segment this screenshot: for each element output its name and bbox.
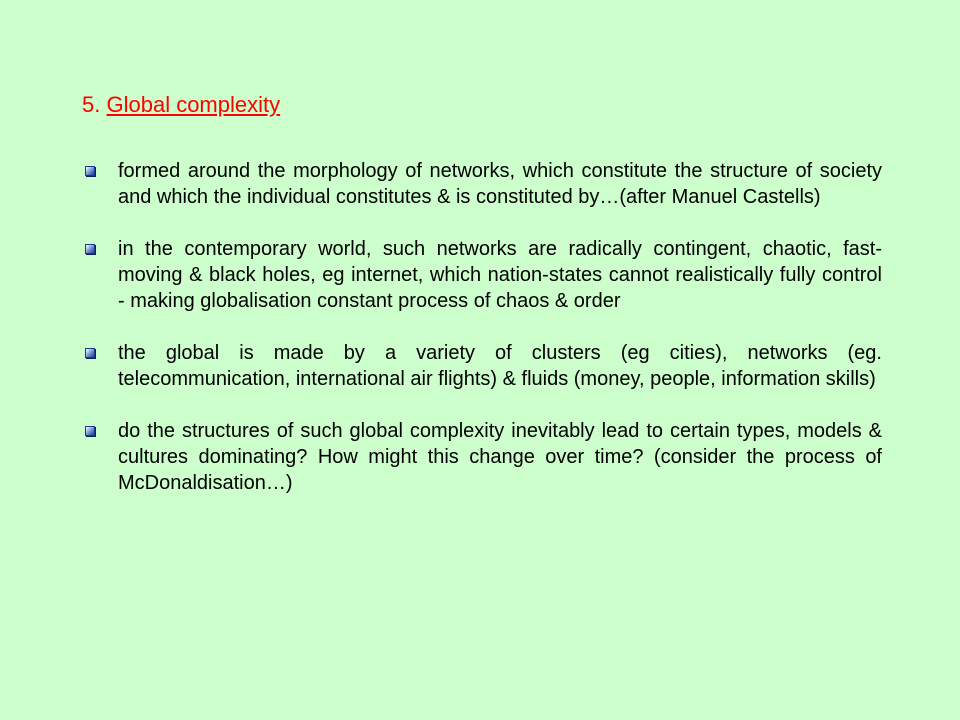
bullet-item: [82, 158, 882, 210]
square-bullet-icon: [85, 426, 95, 436]
square-bullet-icon: [85, 244, 95, 254]
bullet-text: the global is made by a variety of clusters (eg cities), networks (eg. telecommunication, international air flights) & fluids (money, people, information skills): [118, 342, 882, 390]
bullet-text: do the structures of such global complexity inevitably lead to certain types, models & cultures dominating? How might this change over time? (consider the process of McDonaldisation…): [118, 420, 882, 494]
bullet-text: in the contemporary world, such networks are radically contingent, chaotic, fast-moving & black holes, eg internet, which nation-states cannot realistically fully control - making globalisation constant process of chaos & order: [118, 238, 882, 312]
bullet-item: [82, 340, 882, 392]
slide-title: [82, 92, 280, 118]
bullet-item: [82, 236, 882, 314]
title-number: 5.: [82, 92, 101, 117]
square-bullet-icon: [85, 166, 95, 176]
title-heading: Global complexity: [106, 92, 281, 117]
bullet-list: [82, 158, 882, 522]
square-bullet-icon: [85, 348, 95, 358]
bullet-text: formed around the morphology of networks, which constitute the structure of society and which the individual constitutes & is constituted by…(after Manuel Castells): [118, 160, 882, 208]
bullet-item: [82, 418, 882, 496]
